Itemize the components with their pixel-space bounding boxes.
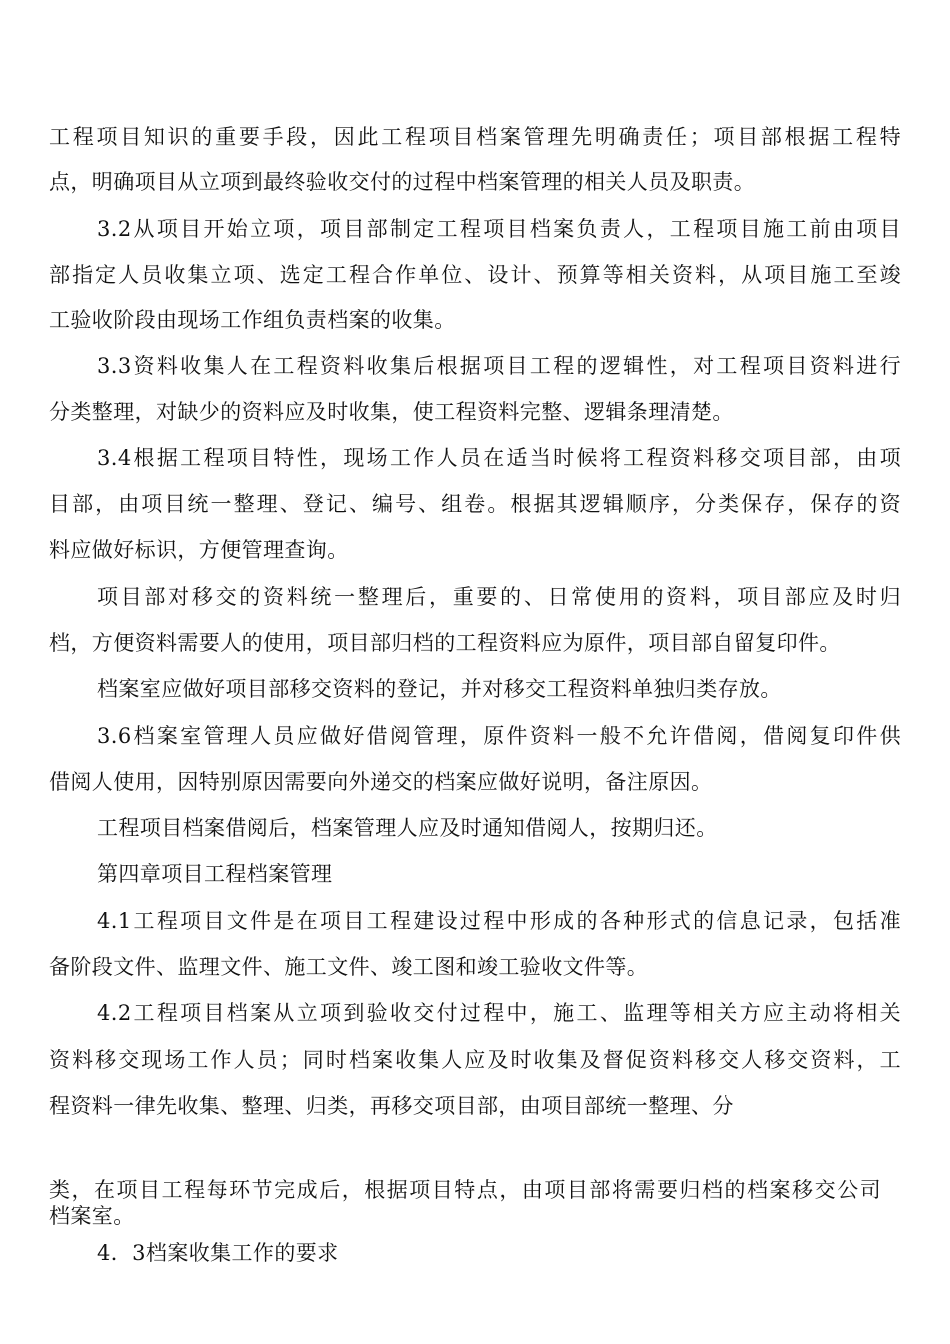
paragraph-line: 料应做好标识，方便管理查询。 xyxy=(49,538,349,562)
paragraph-line: 4.2工程项目档案从立项到验收交付过程中，施工、监理等相关方应主动将相关 xyxy=(97,1001,901,1025)
paragraph-line: 工程项目档案借阅后，档案管理人应及时通知借阅人，按期归还。 xyxy=(97,816,718,840)
paragraph-line: 项目部对移交的资料统一整理后，重要的、日常使用的资料，项目部应及时归 xyxy=(97,585,901,609)
section-heading: 4．3档案收集工作的要求 xyxy=(97,1241,339,1265)
paragraph-line: 分类整理，对缺少的资料应及时收集，使工程资料完整、逻辑条理清楚。 xyxy=(49,400,734,424)
paragraph-line: 档，方便资料需要人的使用，项目部归档的工程资料应为原件，项目部自留复印件。 xyxy=(49,631,841,655)
paragraph-line: 3.4根据工程项目特性，现场工作人员在适当时候将工程资料移交项目部，由项 xyxy=(97,446,901,470)
paragraph-line: 4.1工程项目文件是在项目工程建设过程中形成的各种形式的信息记录，包括准 xyxy=(97,909,901,933)
paragraph-line: 借阅人使用，因特别原因需要向外递交的档案应做好说明，备注原因。 xyxy=(49,770,713,794)
paragraph-line: 工程项目知识的重要手段，因此工程项目档案管理先明确责任；项目部根据工程特 xyxy=(49,125,901,149)
paragraph-line: 3.6档案室管理人员应做好借阅管理，原件资料一般不允许借阅，借阅复印件供 xyxy=(97,724,901,748)
paragraph-line: 工验收阶段由现场工作组负责档案的收集。 xyxy=(49,308,456,332)
paragraph-line: 程资料一律先收集、整理、归类，再移交项目部，由项目部统一整理、分 xyxy=(49,1094,734,1118)
paragraph-line: 部指定人员收集立项、选定工程合作单位、设计、预算等相关资料，从项目施工至竣 xyxy=(49,263,901,287)
paragraph-line: 目部，由项目统一整理、登记、编号、组卷。根据其逻辑顺序，分类保存，保存的资 xyxy=(49,492,901,516)
paragraph-line: 资料移交现场工作人员；同时档案收集人应及时收集及督促资料移交人移交资料，工 xyxy=(49,1048,901,1072)
chapter-heading: 第四章项目工程档案管理 xyxy=(97,862,333,886)
paragraph-line: 3.3资料收集人在工程资料收集后根据项目工程的逻辑性，对工程项目资料进行 xyxy=(97,354,901,378)
paragraph-line: 备阶段文件、监理文件、施工文件、竣工图和竣工验收文件等。 xyxy=(49,955,649,979)
paragraph-line: 3.2从项目开始立项，项目部制定工程项目档案负责人，工程项目施工前由项目 xyxy=(97,217,901,241)
paragraph-line: 类，在项目工程每环节完成后，根据项目特点，由项目部将需要归档的档案移交公司 xyxy=(49,1178,881,1202)
paragraph-line: 档案室。 xyxy=(49,1204,135,1228)
paragraph-line: 点，明确项目从立项到最终验收交付的过程中档案管理的相关人员及职责。 xyxy=(49,170,756,194)
paragraph-line: 档案室应做好项目部移交资料的登记，并对移交工程资料单独归类存放。 xyxy=(97,677,782,701)
